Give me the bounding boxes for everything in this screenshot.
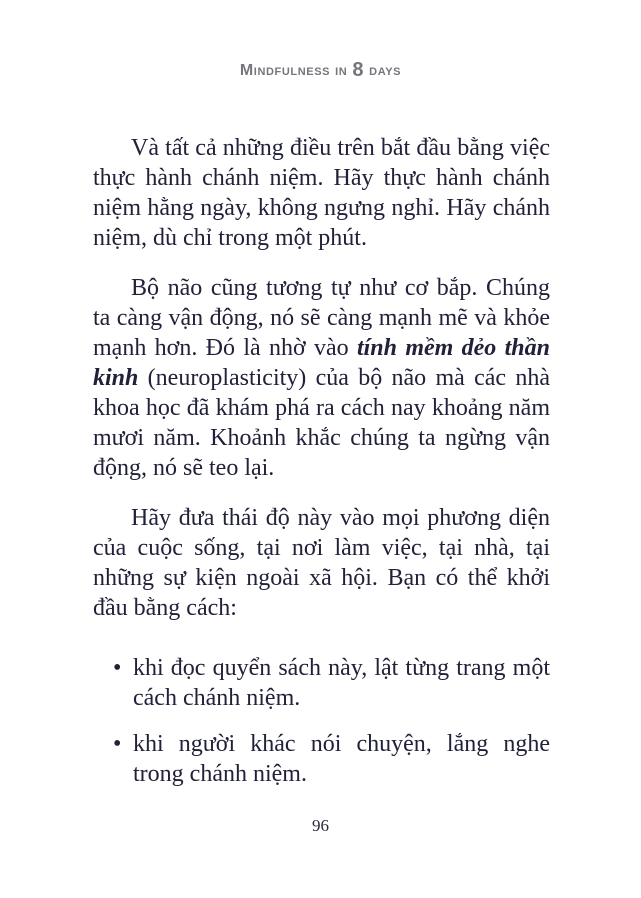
bullet-icon: •: [113, 731, 122, 757]
paragraph-1: Và tất cả những điều trên bắt đầu bằng việc thực hành chánh niệm. Hãy thực hành chánh niệm hằng ngày, không ngưng nghỉ. Hãy chánh niệm, dù chỉ trong một phút.: [93, 135, 550, 251]
paragraph-3: Hãy đưa thái độ này vào mọi phương diện của cuộc sống, tại nơi làm việc, tại nhà, tại những sự kiện ngoài xã hội. Bạn có thể khởi đầu bằng cách:: [93, 505, 550, 621]
list-item: [113, 653, 550, 713]
bullet-text: khi người khác nói chuyện, lắng nghe trong chánh niệm.: [133, 731, 550, 787]
bullet-icon: •: [113, 655, 122, 681]
page-number: 96: [312, 816, 329, 835]
list-item: [113, 729, 550, 789]
bullet-list: [93, 653, 550, 789]
header-day-number: 8: [352, 59, 365, 81]
running-header: [0, 60, 641, 81]
page-body: [93, 133, 550, 789]
bullet-text: khi đọc quyển sách này, lật từng trang một cách chánh niệm.: [133, 655, 550, 711]
paragraph-2: Bộ não cũng tương tự như cơ bắp. Chúng ta càng vận động, nó sẽ càng mạnh mẽ và khỏe mạnh hơn. Đó là nhờ vào tính mềm dẻo thần kinh (neuroplasticity) của bộ não mà các nhà khoa học đã khám phá ra cách nay khoảng năm mươi năm. Khoảnh khắc chúng ta ngừng vận động, nó sẽ teo lại.: [93, 275, 550, 481]
header-title-prefix: Mindfulness in: [239, 62, 353, 79]
header-title-suffix: days: [364, 62, 402, 79]
